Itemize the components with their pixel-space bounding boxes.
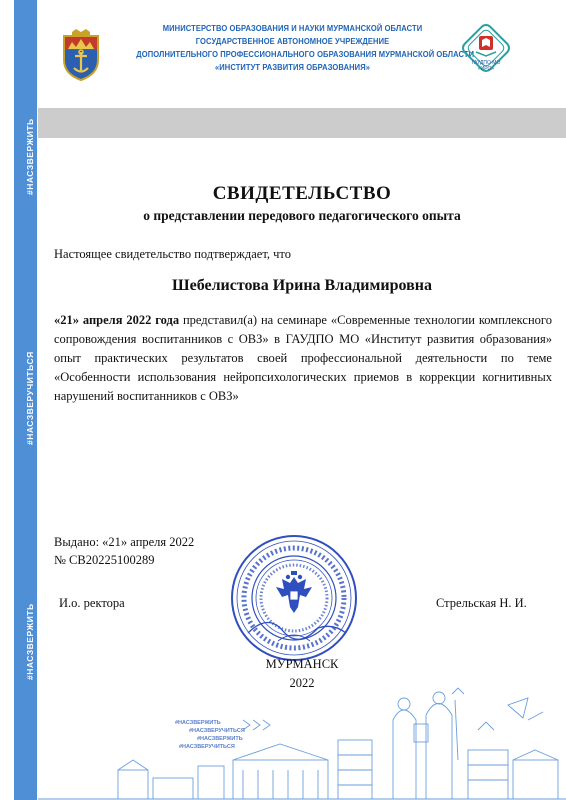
- header-organization: [115, 22, 475, 74]
- official-stamp-icon: [228, 533, 360, 663]
- document-title: СВИДЕТЕЛЬСТВО: [212, 183, 392, 204]
- header-line-4: «ИНСТИТУТ РАЗВИТИЯ ОБРАЗОВАНИЯ»: [214, 62, 371, 72]
- intro-text: Настоящее свидетельство подтверждает, что: [54, 247, 291, 261]
- footer-hashtag-3: #НАСЗВЕРЖИТЬ: [197, 736, 243, 742]
- body-date: «21» апреля 2022 года: [54, 313, 180, 327]
- side-hashtag-3: #НАСЗВЕРЖИТЬ: [25, 603, 35, 680]
- footer-illustration: [38, 660, 566, 800]
- coat-of-arms-icon: [60, 28, 102, 82]
- signer-name: Стрельская Н. И.: [436, 596, 527, 610]
- document-subtitle: о представлении передового педагогического опыта: [143, 208, 461, 223]
- iro-logo-icon: [458, 24, 514, 84]
- year: 2022: [289, 676, 315, 690]
- iro-logo-text-2: «ИРО»: [477, 66, 495, 72]
- recipient-name: Шебелистова Ирина Владимировна: [172, 277, 432, 294]
- footer-hashtag-2: #НАСЗВЕРУЧИТЬСЯ: [189, 728, 245, 734]
- footer-hashtag-1: #НАСЗВЕРЖИТЬ: [175, 720, 221, 726]
- body-description: представил(а) на семинаре «Современные технологии комплексного сопровождения воспитанников с ОВЗ» в ГАУДПО МО «Институт развития образования» опыт практических результатов своей профессиональной деятельности по теме «Особенности использования нейропсихологических приемов в коррекции когнитивных нарушений воспитанников с ОВЗ»: [54, 313, 552, 403]
- footer-hashtags: [175, 719, 245, 751]
- iro-logo-text-1: ГАУДПО МО: [471, 60, 501, 66]
- signer-position: И.о. ректора: [59, 596, 125, 610]
- header-line-3: ДОПОЛНИТЕЛЬНОГО ПРОФЕССИОНАЛЬНОГО ОБРАЗОВАНИЯ МУРМАНСКОЙ ОБЛАСТИ: [136, 49, 475, 59]
- header-gray-band: [38, 108, 566, 138]
- certificate-number: № СВ20225100289: [54, 553, 155, 567]
- body-paragraph: [54, 311, 552, 406]
- header-line-1: МИНИСТЕРСТВО ОБРАЗОВАНИЯ И НАУКИ МУРМАНСКОЙ ОБЛАСТИ: [162, 23, 423, 33]
- issued-date: Выдано: «21» апреля 2022: [54, 535, 195, 549]
- footer-hashtag-4: #НАСЗВЕРУЧИТЬСЯ: [179, 744, 235, 750]
- city: МУРМАНСК: [265, 657, 339, 671]
- side-hashtag-2: #НАСЗВЕРУЧИТЬСЯ: [25, 351, 35, 445]
- side-hashtag-1: #НАСЗВЕРЖИТЬ: [25, 118, 35, 195]
- header-line-2: ГОСУДАРСТВЕННОЕ АВТОНОМНОЕ УЧРЕЖДЕНИЕ: [195, 36, 390, 46]
